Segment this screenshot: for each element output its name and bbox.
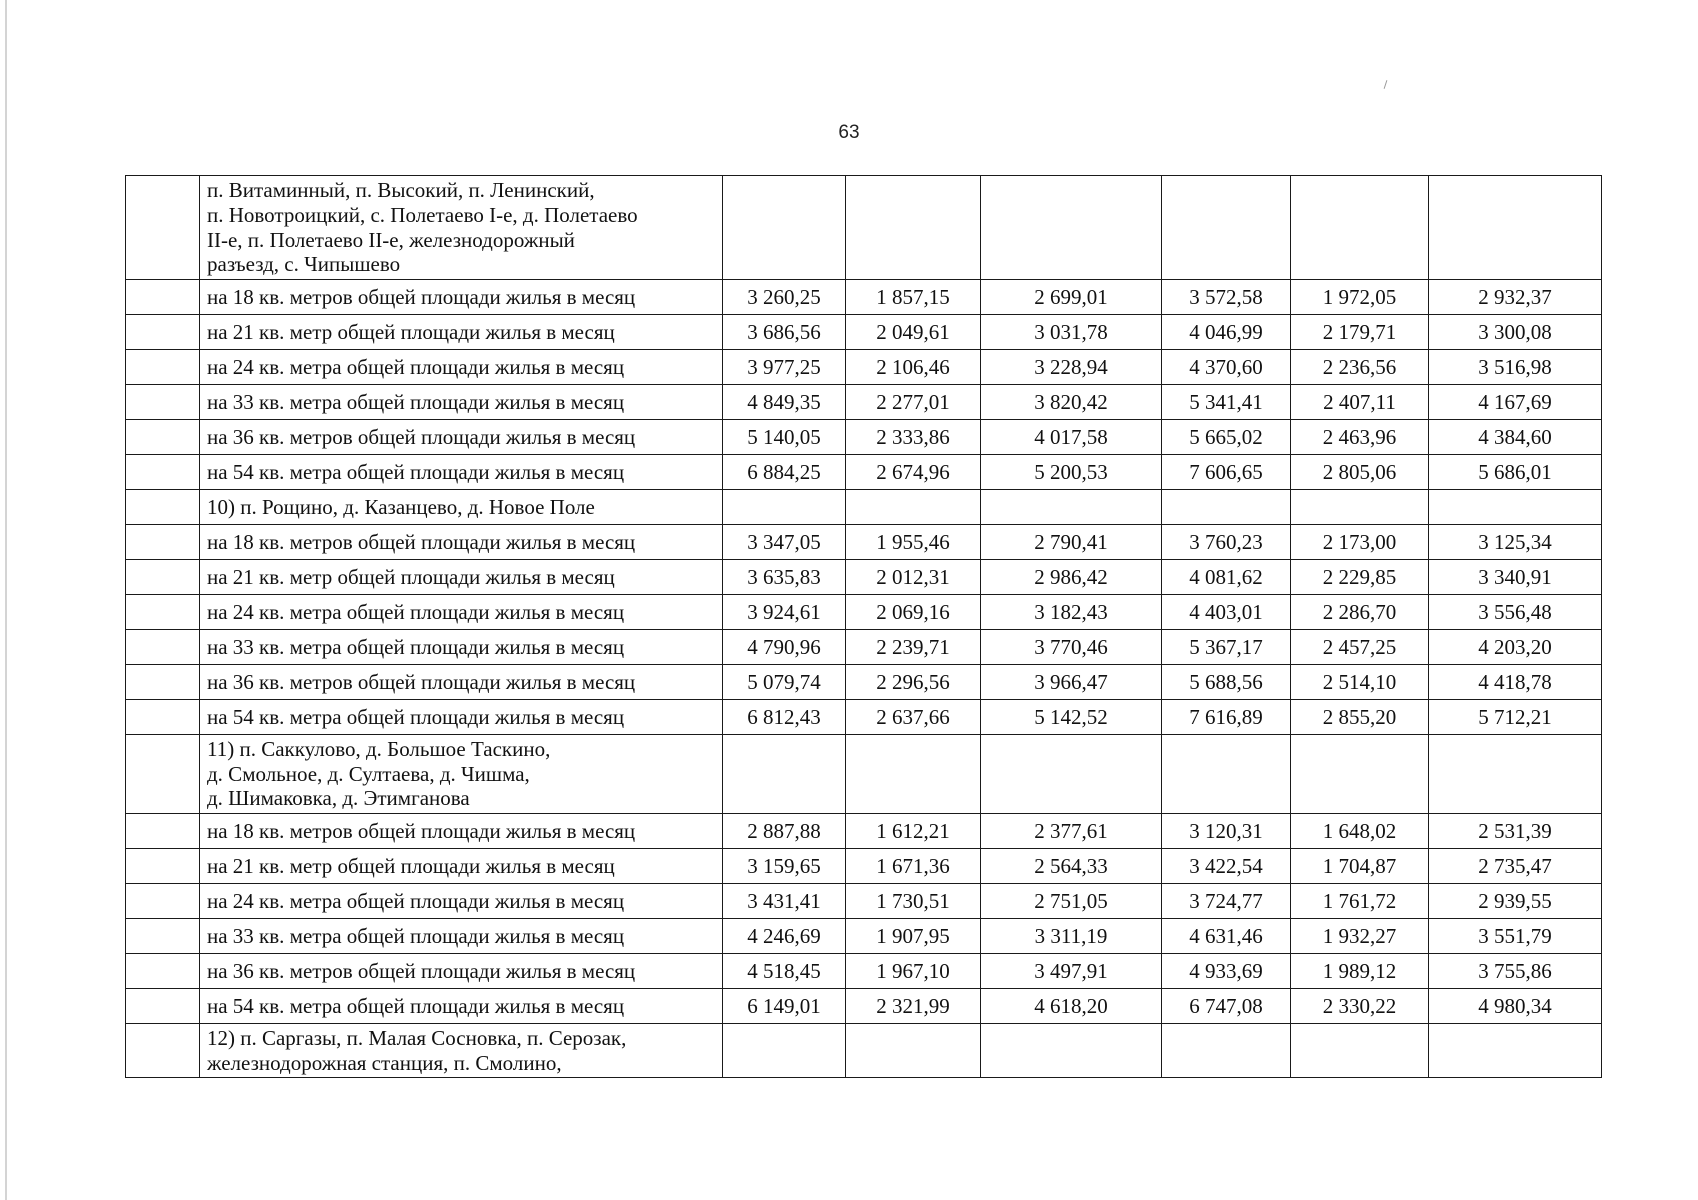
value-cell: 3 422,54: [1162, 849, 1291, 884]
value-cell: 3 311,19: [981, 919, 1162, 954]
value-cell: 4 384,60: [1429, 420, 1602, 455]
area-norm-label: на 24 кв. метра общей площади жилья в месяц: [200, 884, 723, 919]
empty-value-cell: [981, 1024, 1162, 1078]
value-cell: 4 631,46: [1162, 919, 1291, 954]
index-cell: [126, 560, 200, 595]
value-cell: 3 760,23: [1162, 525, 1291, 560]
value-cell: 1 761,72: [1291, 884, 1429, 919]
table-row: [126, 665, 1602, 700]
area-norm-label: на 33 кв. метра общей площади жилья в месяц: [200, 630, 723, 665]
value-cell: 3 820,42: [981, 385, 1162, 420]
value-cell: 4 618,20: [981, 989, 1162, 1024]
empty-value-cell: [1162, 735, 1291, 814]
index-cell: [126, 525, 200, 560]
value-cell: 4 167,69: [1429, 385, 1602, 420]
value-cell: 1 972,05: [1291, 280, 1429, 315]
group-heading-line: п. Витаминный, п. Высокий, п. Ленинский,: [207, 177, 595, 202]
value-cell: 4 046,99: [1162, 315, 1291, 350]
value-cell: 2 286,70: [1291, 595, 1429, 630]
value-cell: 1 730,51: [846, 884, 981, 919]
table-row: [126, 849, 1602, 884]
empty-value-cell: [1429, 735, 1602, 814]
value-cell: 4 849,35: [723, 385, 846, 420]
table-row: [126, 884, 1602, 919]
value-cell: 2 069,16: [846, 595, 981, 630]
value-cell: 2 106,46: [846, 350, 981, 385]
index-cell: [126, 385, 200, 420]
value-cell: 5 367,17: [1162, 630, 1291, 665]
value-cell: 5 712,21: [1429, 700, 1602, 735]
value-cell: 5 686,01: [1429, 455, 1602, 490]
empty-value-cell: [723, 735, 846, 814]
group-heading-line: 12) п. Саргазы, п. Малая Сосновка, п. Серозак,: [207, 1025, 627, 1050]
table-row: [126, 315, 1602, 350]
value-cell: 2 179,71: [1291, 315, 1429, 350]
index-cell: [126, 700, 200, 735]
value-cell: 2 735,47: [1429, 849, 1602, 884]
area-norm-label: на 24 кв. метра общей площади жилья в месяц: [200, 595, 723, 630]
empty-value-cell: [846, 735, 981, 814]
table-row: [126, 630, 1602, 665]
value-cell: 4 403,01: [1162, 595, 1291, 630]
value-cell: 3 159,65: [723, 849, 846, 884]
value-cell: 2 377,61: [981, 814, 1162, 849]
value-cell: 3 125,34: [1429, 525, 1602, 560]
value-cell: 2 407,11: [1291, 385, 1429, 420]
area-norm-label: на 21 кв. метр общей площади жилья в месяц: [200, 315, 723, 350]
empty-value-cell: [723, 490, 846, 525]
value-cell: 7 616,89: [1162, 700, 1291, 735]
group-heading-line: разъезд, с. Чипышево: [207, 252, 401, 277]
value-cell: 2 239,71: [846, 630, 981, 665]
area-norm-label: на 54 кв. метра общей площади жилья в месяц: [200, 455, 723, 490]
scan-speck: [1384, 80, 1388, 89]
index-cell: [126, 350, 200, 385]
value-cell: 3 924,61: [723, 595, 846, 630]
value-cell: 6 812,43: [723, 700, 846, 735]
value-cell: 1 907,95: [846, 919, 981, 954]
empty-value-cell: [981, 735, 1162, 814]
index-cell: [126, 455, 200, 490]
value-cell: 4 790,96: [723, 630, 846, 665]
group-heading-row: [126, 735, 1602, 814]
area-norm-label: на 33 кв. метра общей площади жилья в месяц: [200, 385, 723, 420]
value-cell: 2 855,20: [1291, 700, 1429, 735]
value-cell: 2 173,00: [1291, 525, 1429, 560]
value-cell: 4 246,69: [723, 919, 846, 954]
index-cell: [126, 1024, 200, 1078]
scan-border-shadow: [5, 0, 7, 1200]
group-heading-line: II-е, п. Полетаево II-е, железнодорожный: [207, 227, 575, 252]
area-norm-label: на 33 кв. метра общей площади жилья в месяц: [200, 919, 723, 954]
value-cell: 3 260,25: [723, 280, 846, 315]
table-row: [126, 989, 1602, 1024]
table-row: [126, 560, 1602, 595]
value-cell: 3 228,94: [981, 350, 1162, 385]
area-norm-label: на 21 кв. метр общей площади жилья в месяц: [200, 560, 723, 595]
value-cell: 3 431,41: [723, 884, 846, 919]
area-norm-label: на 36 кв. метров общей площади жилья в месяц: [200, 665, 723, 700]
value-cell: 1 955,46: [846, 525, 981, 560]
value-cell: 3 755,86: [1429, 954, 1602, 989]
index-cell: [126, 735, 200, 814]
value-cell: 2 751,05: [981, 884, 1162, 919]
empty-value-cell: [1429, 176, 1602, 280]
area-norm-label: на 54 кв. метра общей площади жилья в месяц: [200, 700, 723, 735]
value-cell: 4 980,34: [1429, 989, 1602, 1024]
table-row: [126, 919, 1602, 954]
table-row: [126, 700, 1602, 735]
value-cell: 3 977,25: [723, 350, 846, 385]
value-cell: 5 142,52: [981, 700, 1162, 735]
value-cell: 4 081,62: [1162, 560, 1291, 595]
empty-value-cell: [723, 1024, 846, 1078]
area-norm-label: на 18 кв. метров общей площади жилья в месяц: [200, 814, 723, 849]
value-cell: 7 606,65: [1162, 455, 1291, 490]
value-cell: 2 277,01: [846, 385, 981, 420]
group-heading-line: д. Смольное, д. Султаева, д. Чишма,: [207, 761, 530, 786]
value-cell: 3 770,46: [981, 630, 1162, 665]
empty-value-cell: [1162, 176, 1291, 280]
index-cell: [126, 814, 200, 849]
empty-value-cell: [981, 176, 1162, 280]
area-norm-label: на 54 кв. метра общей площади жилья в месяц: [200, 989, 723, 1024]
value-cell: 3 300,08: [1429, 315, 1602, 350]
index-cell: [126, 420, 200, 455]
value-cell: 2 939,55: [1429, 884, 1602, 919]
empty-value-cell: [846, 1024, 981, 1078]
value-cell: 2 887,88: [723, 814, 846, 849]
index-cell: [126, 280, 200, 315]
group-heading-row: [126, 1024, 1602, 1078]
value-cell: 3 724,77: [1162, 884, 1291, 919]
value-cell: 5 665,02: [1162, 420, 1291, 455]
index-cell: [126, 954, 200, 989]
area-norm-label: на 36 кв. метров общей площади жилья в месяц: [200, 420, 723, 455]
page-number: 63: [838, 122, 860, 143]
table-row: [126, 455, 1602, 490]
value-cell: 2 229,85: [1291, 560, 1429, 595]
value-cell: 1 648,02: [1291, 814, 1429, 849]
table-row: [126, 954, 1602, 989]
table-row: [126, 814, 1602, 849]
value-cell: 3 031,78: [981, 315, 1162, 350]
group-heading-line: железнодорожная станция, п. Смолино,: [207, 1050, 562, 1075]
value-cell: 1 612,21: [846, 814, 981, 849]
value-cell: 3 497,91: [981, 954, 1162, 989]
table-row: [126, 595, 1602, 630]
value-cell: 6 747,08: [1162, 989, 1291, 1024]
index-cell: [126, 595, 200, 630]
group-heading-row: [126, 490, 1602, 525]
group-heading: [200, 490, 723, 525]
value-cell: 2 790,41: [981, 525, 1162, 560]
empty-value-cell: [981, 490, 1162, 525]
table-row: [126, 350, 1602, 385]
value-cell: 1 704,87: [1291, 849, 1429, 884]
value-cell: 3 347,05: [723, 525, 846, 560]
value-cell: 3 551,79: [1429, 919, 1602, 954]
index-cell: [126, 176, 200, 280]
index-cell: [126, 849, 200, 884]
value-cell: 2 514,10: [1291, 665, 1429, 700]
group-heading-line: п. Новотроицкий, с. Полетаево I-е, д. Полетаево: [207, 202, 638, 227]
table-row: [126, 280, 1602, 315]
group-heading: [200, 1024, 723, 1078]
area-norm-label: на 36 кв. метров общей площади жилья в месяц: [200, 954, 723, 989]
value-cell: 2 637,66: [846, 700, 981, 735]
value-cell: 5 200,53: [981, 455, 1162, 490]
empty-value-cell: [1291, 1024, 1429, 1078]
value-cell: 5 079,74: [723, 665, 846, 700]
group-heading-line: 11) п. Саккулово, д. Большое Таскино,: [207, 736, 551, 761]
area-norm-label: на 18 кв. метров общей площади жилья в месяц: [200, 525, 723, 560]
value-cell: 3 635,83: [723, 560, 846, 595]
value-cell: 1 671,36: [846, 849, 981, 884]
value-cell: 2 049,61: [846, 315, 981, 350]
empty-value-cell: [1162, 1024, 1291, 1078]
table-row: [126, 525, 1602, 560]
value-cell: 5 140,05: [723, 420, 846, 455]
empty-value-cell: [723, 176, 846, 280]
value-cell: 2 674,96: [846, 455, 981, 490]
value-cell: 1 989,12: [1291, 954, 1429, 989]
value-cell: 1 967,10: [846, 954, 981, 989]
value-cell: 4 933,69: [1162, 954, 1291, 989]
value-cell: 2 531,39: [1429, 814, 1602, 849]
empty-value-cell: [1162, 490, 1291, 525]
empty-value-cell: [1429, 490, 1602, 525]
value-cell: 5 688,56: [1162, 665, 1291, 700]
value-cell: 3 556,48: [1429, 595, 1602, 630]
group-heading-row: [126, 176, 1602, 280]
area-norm-label: на 24 кв. метра общей площади жилья в месяц: [200, 350, 723, 385]
empty-value-cell: [1291, 735, 1429, 814]
area-norm-label: на 18 кв. метров общей площади жилья в месяц: [200, 280, 723, 315]
value-cell: 3 572,58: [1162, 280, 1291, 315]
value-cell: 2 321,99: [846, 989, 981, 1024]
value-cell: 2 236,56: [1291, 350, 1429, 385]
index-cell: [126, 665, 200, 700]
index-cell: [126, 315, 200, 350]
table-row: [126, 385, 1602, 420]
empty-value-cell: [1291, 176, 1429, 280]
index-cell: [126, 490, 200, 525]
index-cell: [126, 630, 200, 665]
value-cell: 2 457,25: [1291, 630, 1429, 665]
value-cell: 2 012,31: [846, 560, 981, 595]
index-cell: [126, 884, 200, 919]
value-cell: 3 120,31: [1162, 814, 1291, 849]
empty-value-cell: [1429, 1024, 1602, 1078]
value-cell: 3 966,47: [981, 665, 1162, 700]
empty-value-cell: [846, 176, 981, 280]
index-cell: [126, 919, 200, 954]
group-heading-line: д. Шимаковка, д. Этимганова: [207, 786, 470, 811]
value-cell: 3 516,98: [1429, 350, 1602, 385]
value-cell: 3 686,56: [723, 315, 846, 350]
value-cell: 4 418,78: [1429, 665, 1602, 700]
value-cell: 2 333,86: [846, 420, 981, 455]
value-cell: 2 699,01: [981, 280, 1162, 315]
value-cell: 6 149,01: [723, 989, 846, 1024]
value-cell: 4 203,20: [1429, 630, 1602, 665]
value-cell: 3 182,43: [981, 595, 1162, 630]
rates-table-body: [126, 176, 1602, 1078]
value-cell: 2 330,22: [1291, 989, 1429, 1024]
table-row: [126, 420, 1602, 455]
group-heading: [200, 176, 723, 280]
area-norm-label: на 21 кв. метр общей площади жилья в месяц: [200, 849, 723, 884]
value-cell: 3 340,91: [1429, 560, 1602, 595]
value-cell: 1 932,27: [1291, 919, 1429, 954]
value-cell: 2 296,56: [846, 665, 981, 700]
value-cell: 2 986,42: [981, 560, 1162, 595]
group-heading: [200, 735, 723, 814]
value-cell: 2 463,96: [1291, 420, 1429, 455]
value-cell: 2 564,33: [981, 849, 1162, 884]
value-cell: 5 341,41: [1162, 385, 1291, 420]
index-cell: [126, 989, 200, 1024]
value-cell: 4 017,58: [981, 420, 1162, 455]
value-cell: 1 857,15: [846, 280, 981, 315]
empty-value-cell: [1291, 490, 1429, 525]
value-cell: 4 518,45: [723, 954, 846, 989]
group-heading-line: 10) п. Рощино, д. Казанцево, д. Новое Поле: [207, 494, 595, 519]
rates-table: [125, 175, 1602, 1078]
empty-value-cell: [846, 490, 981, 525]
value-cell: 2 932,37: [1429, 280, 1602, 315]
value-cell: 6 884,25: [723, 455, 846, 490]
value-cell: 4 370,60: [1162, 350, 1291, 385]
value-cell: 2 805,06: [1291, 455, 1429, 490]
